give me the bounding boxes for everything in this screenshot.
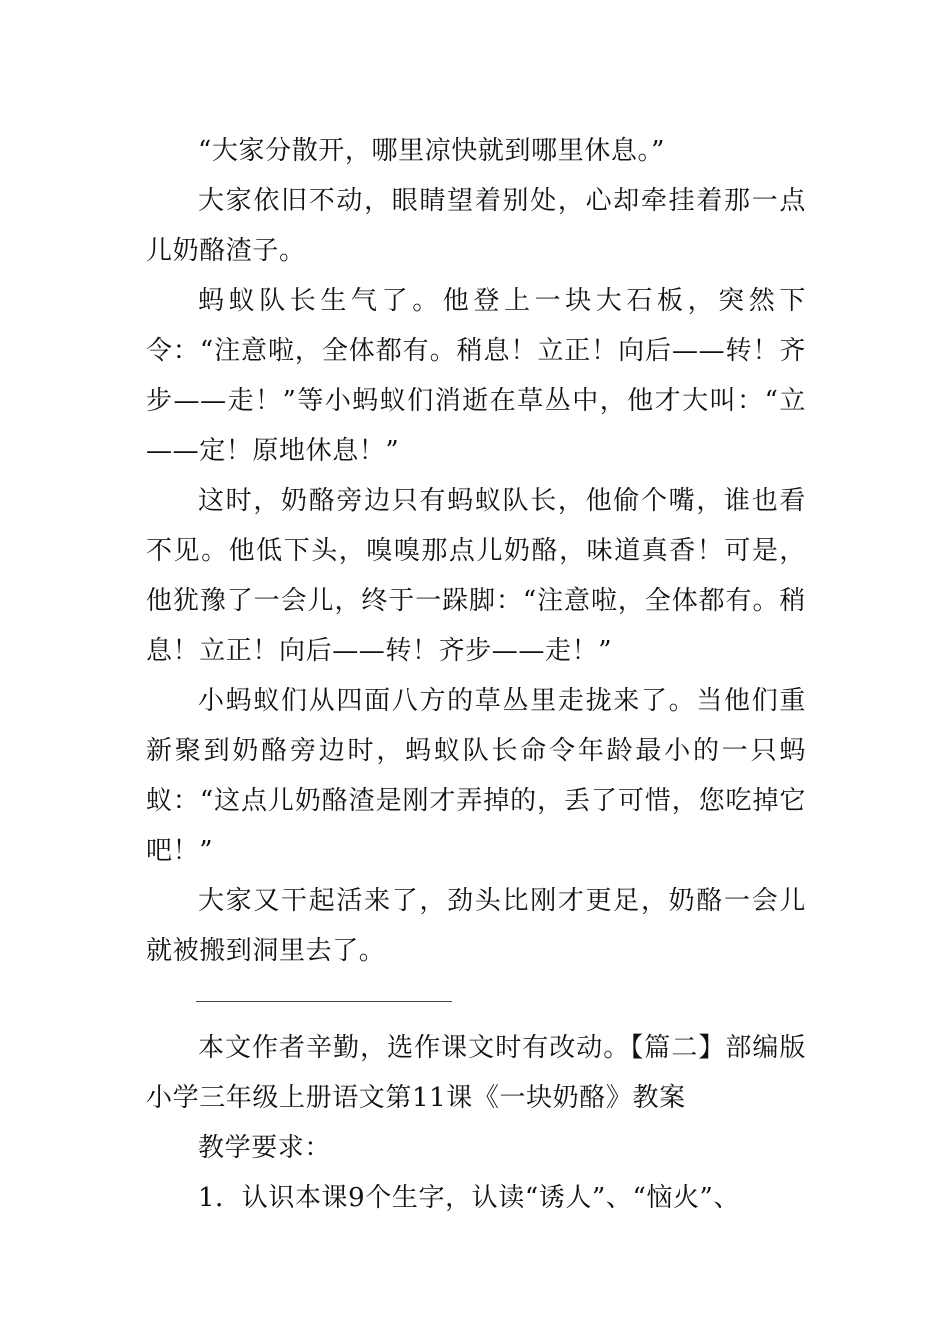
- requirement-item-1: 1．认识本课9个生字，认读“诱人”、“恼火”、: [198, 1183, 741, 1213]
- paragraph-5: 小蚂蚁们从四面八方的草丛里走拢来了。当他们重新聚到奶酪旁边时，蚂蚁队长命令年龄最小的一只蚂蚁：“这点儿奶酪渣是刚才弄掉的，丢了可惜，您吃掉它吧！”: [146, 686, 806, 866]
- story-text: [146, 126, 806, 976]
- teaching-requirements-heading: 教学要求：: [198, 1133, 332, 1163]
- paragraph-4: 这时，奶酪旁边只有蚂蚁队长，他偷个嘴，谁也看不见。他低下头，嗅嗅那点儿奶酪，味道真香！可是，他犹豫了一会儿，终于一跺脚：“注意啦，全体都有。稍息！立正！向后——转！齐步——走！”: [146, 486, 806, 666]
- footnote-paragraph: 本文作者辛勤，选作课文时有改动。【篇二】部编版小学三年级上册语文第11课《一块奶酪》教案: [146, 1033, 806, 1113]
- paragraph-3: 蚂蚁队长生气了。他登上一块大石板，突然下令：“注意啦，全体都有。稍息！立正！向后——转！齐步——走！”等小蚂蚁们消逝在草丛中，他才大叫：“立——定！原地休息！”: [146, 286, 806, 466]
- paragraph-6: 大家又干起活来了，劲头比刚才更足，奶酪一会儿就被搬到洞里去了。: [146, 886, 806, 966]
- footnote-and-lesson-text: [146, 1023, 806, 1223]
- paragraph-2: 大家依旧不动，眼睛望着别处，心却牵挂着那一点儿奶酪渣子。: [146, 186, 806, 266]
- paragraph-1: “大家分散开，哪里凉快就到哪里休息。”: [198, 136, 665, 166]
- footnote-divider: [196, 1001, 452, 1002]
